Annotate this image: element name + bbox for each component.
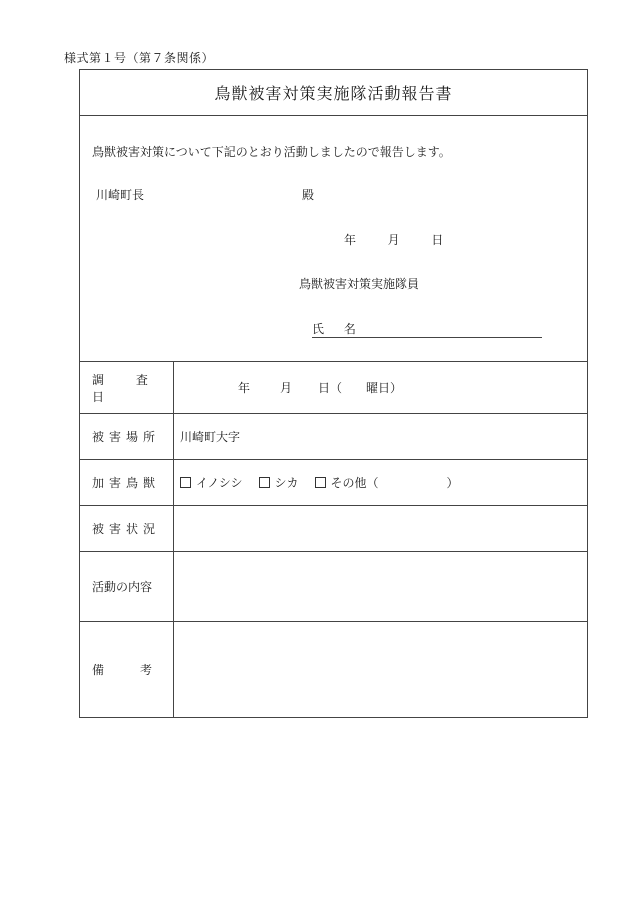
row-damaging-animal — [80, 460, 587, 506]
checkbox-icon — [259, 477, 270, 488]
row-damage-status — [80, 506, 587, 552]
survey-date-day-weekday: 日（ 曜日） — [318, 381, 403, 395]
damaging-animal-label: 加害鳥獣 — [80, 460, 174, 505]
title-box — [80, 70, 587, 116]
row-remarks — [80, 622, 587, 717]
report-form — [79, 69, 588, 718]
checkbox-deer[interactable] — [259, 474, 299, 491]
intro-text: 鳥獣被害対策について下記のとおり活動しましたので報告します。 — [92, 145, 451, 159]
survey-date-year: 年 — [238, 381, 251, 395]
checkbox-boar-label: イノシシ — [196, 476, 243, 490]
report-header — [80, 116, 587, 362]
member-label: 鳥獣被害対策実施隊員 — [299, 277, 420, 291]
row-survey-date — [80, 362, 587, 414]
report-date-year: 年 — [344, 233, 357, 247]
damage-place-value: 川崎町大字 — [180, 430, 241, 444]
survey-date-month: 月 — [280, 381, 293, 395]
form-number: 様式第１号（第７条関係） — [64, 51, 215, 65]
row-activity-content — [80, 552, 587, 622]
damage-place-field[interactable] — [174, 414, 587, 459]
damage-place-label: 被害場所 — [80, 414, 174, 459]
checkbox-icon — [315, 477, 326, 488]
checkbox-deer-label: シカ — [274, 476, 299, 490]
other-close-paren: ） — [446, 476, 459, 490]
survey-date-label: 調 査 日 — [80, 362, 174, 413]
survey-date-field[interactable] — [174, 362, 587, 413]
addressee: 川崎町長 — [96, 188, 145, 202]
name-field[interactable] — [312, 320, 542, 338]
damaging-animal-field — [174, 460, 587, 505]
row-damage-place — [80, 414, 587, 460]
honorific: 殿 — [302, 188, 315, 202]
damage-status-field[interactable] — [174, 506, 587, 551]
form-title: 鳥獣被害対策実施隊活動報告書 — [214, 84, 453, 103]
checkbox-boar[interactable] — [180, 474, 243, 491]
damage-status-label: 被害状況 — [80, 506, 174, 551]
report-date-month: 月 — [387, 233, 400, 247]
checkbox-other-label: その他（ — [330, 476, 379, 490]
report-date-day: 日 — [431, 233, 444, 247]
checkbox-icon — [180, 477, 191, 488]
remarks-label: 備 考 — [80, 622, 174, 717]
remarks-field[interactable] — [174, 622, 587, 717]
activity-content-field[interactable] — [174, 552, 587, 621]
report-date[interactable] — [344, 231, 443, 248]
name-label: 氏 名 — [312, 322, 364, 336]
activity-content-label: 活動の内容 — [80, 552, 174, 621]
checkbox-other[interactable] — [315, 474, 379, 491]
